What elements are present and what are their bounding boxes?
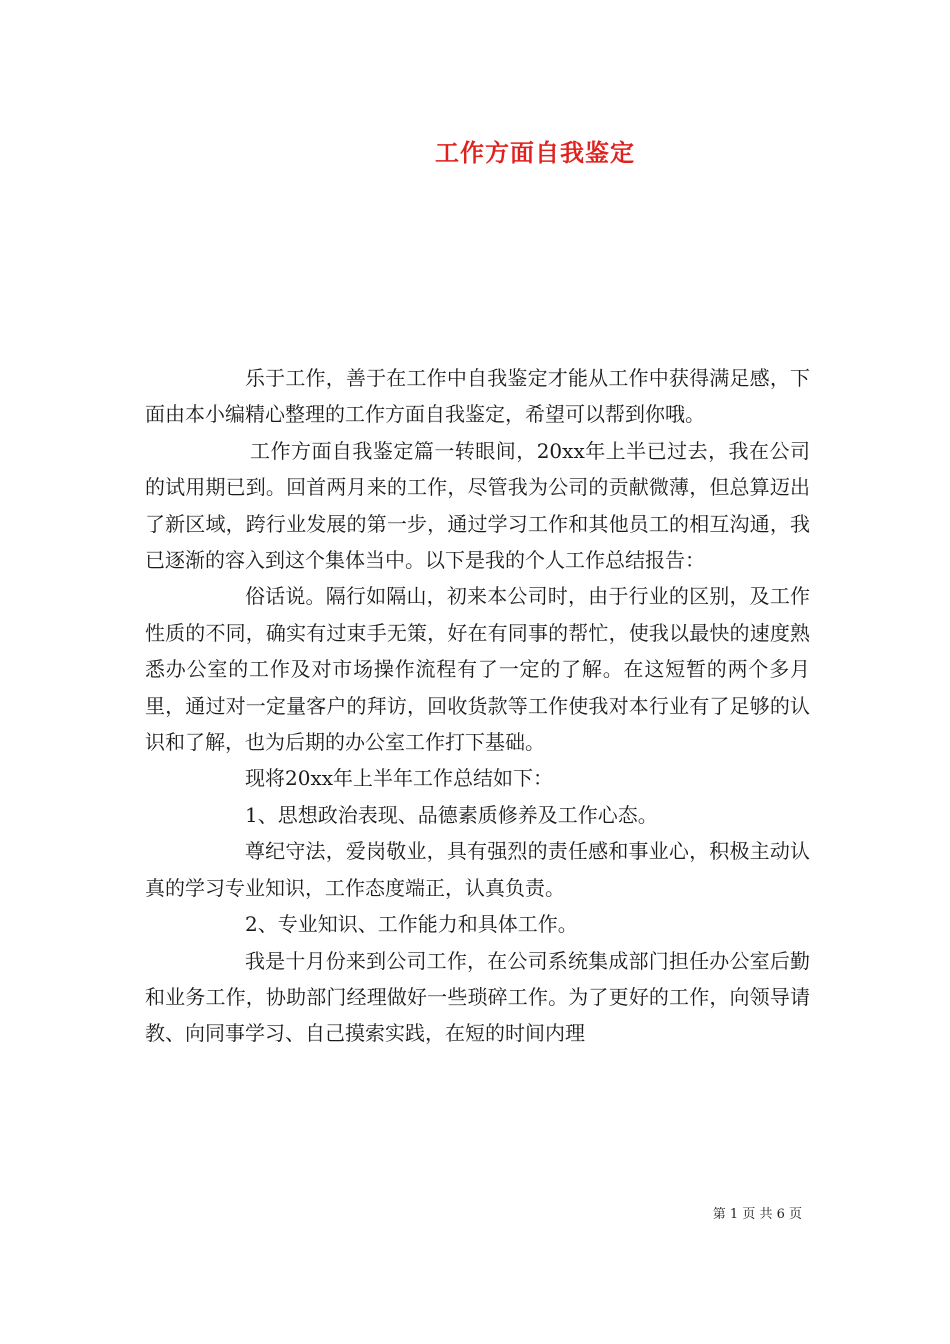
paragraph-summary-intro: 现将20xx年上半年工作总结如下： <box>245 766 554 791</box>
heading-item-1: 1、思想政治表现、品德素质修养及工作心态。 <box>245 802 658 827</box>
document-body <box>145 360 810 1052</box>
document-title: 工作方面自我鉴定 <box>435 139 635 167</box>
paragraph-part-one: 工作方面自我鉴定篇一转眼间，20xx年上半已过去，我在公司的试用期已到。回首两月来的工作，尽管我为公司的贡献微薄，但总算迈出了新区域，跨行业发展的第一步，通过学习工作和其他员工的相互沟通，我已逐渐的容入到这个集体当中。以下是我的个人工作总结报告： <box>145 438 810 573</box>
paragraph-item-2: 我是十月份来到公司工作，在公司系统集成部门担任办公室后勤和业务工作，协助部门经理做好一些琐碎工作。为了更好的工作，向领导请教、向同事学习、自己摸索实践，在短的时间内理 <box>145 948 810 1046</box>
paragraph-proverb: 俗话说。隔行如隔山，初来本公司时，由于行业的区别，及工作性质的不同，确实有过束手无策，好在有同事的帮忙，使我以最快的速度熟悉办公室的工作及对市场操作流程有了一定的了解。在这短暂的两个多月里，通过对一定量客户的拜访，回收货款等工作使我对本行业有了足够的认识和了解，也为后期的办公室工作打下基础。 <box>145 584 810 755</box>
page-number-footer: 第 1 页 共 6 页 <box>712 1207 802 1222</box>
paragraph-intro: 乐于工作，善于在工作中自我鉴定才能从工作中获得满足感，下面由本小编精心整理的工作方面自我鉴定，希望可以帮到你哦。 <box>145 366 810 427</box>
heading-item-2: 2、专业知识、工作能力和具体工作。 <box>245 912 578 937</box>
paragraph-item-1: 尊纪守法，爱岗敬业，具有强烈的责任感和事业心，积极主动认真的学习专业知识，工作态度端正，认真负责。 <box>145 839 810 900</box>
